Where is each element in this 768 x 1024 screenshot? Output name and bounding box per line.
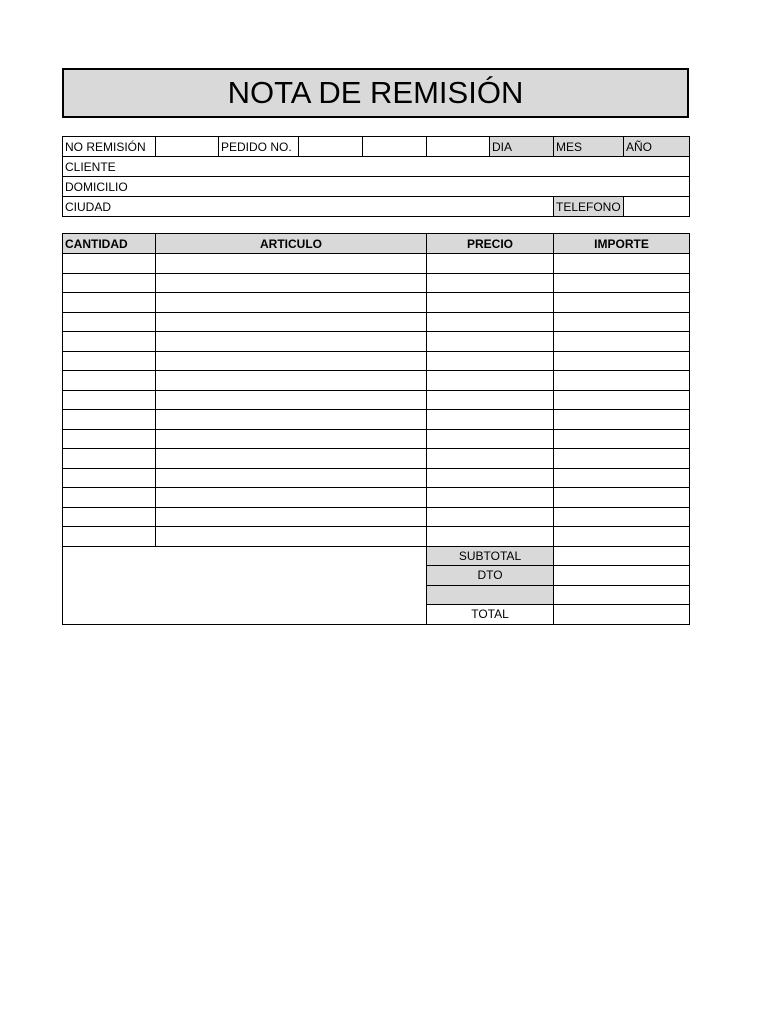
- column-header-importe: IMPORTE: [554, 234, 690, 254]
- table-row: [63, 507, 690, 527]
- blank-total-field[interactable]: [554, 585, 690, 605]
- cell-cantidad[interactable]: [63, 332, 156, 352]
- domicilio-label: DOMICILIO: [63, 177, 690, 197]
- cell-importe[interactable]: [554, 468, 690, 488]
- mes-label: MES: [554, 137, 624, 157]
- table-row: [63, 293, 690, 313]
- cell-articulo[interactable]: [156, 410, 427, 430]
- table-row: [63, 488, 690, 508]
- cell-importe[interactable]: [554, 254, 690, 274]
- cell-precio[interactable]: [427, 449, 554, 469]
- table-row: [63, 254, 690, 274]
- cell-importe[interactable]: [554, 449, 690, 469]
- cell-precio[interactable]: [427, 254, 554, 274]
- subtotal-row: [63, 546, 690, 566]
- cell-cantidad[interactable]: [63, 254, 156, 274]
- table-row: [63, 371, 690, 391]
- telefono-label: TELEFONO: [554, 197, 624, 217]
- table-row: [63, 332, 690, 352]
- cell-cantidad[interactable]: [63, 312, 156, 332]
- cell-cantidad[interactable]: [63, 449, 156, 469]
- header-info-table: [62, 136, 690, 217]
- cell-precio[interactable]: [427, 468, 554, 488]
- cell-cantidad[interactable]: [63, 527, 156, 547]
- cell-articulo[interactable]: [156, 351, 427, 371]
- cell-cantidad[interactable]: [63, 507, 156, 527]
- blank-total-label: [427, 585, 554, 605]
- cell-importe[interactable]: [554, 507, 690, 527]
- cell-importe[interactable]: [554, 332, 690, 352]
- cell-cantidad[interactable]: [63, 429, 156, 449]
- total-label: TOTAL: [427, 605, 554, 625]
- no-remision-field[interactable]: [156, 137, 219, 157]
- cell-importe[interactable]: [554, 390, 690, 410]
- cell-cantidad[interactable]: [63, 468, 156, 488]
- cell-precio[interactable]: [427, 410, 554, 430]
- info-row-1: [63, 137, 690, 157]
- cell-articulo[interactable]: [156, 371, 427, 391]
- cell-precio[interactable]: [427, 429, 554, 449]
- cell-precio[interactable]: [427, 527, 554, 547]
- table-row: [63, 449, 690, 469]
- info-row-ciudad: [63, 197, 690, 217]
- column-header-precio: PRECIO: [427, 234, 554, 254]
- cell-articulo[interactable]: [156, 488, 427, 508]
- cell-articulo[interactable]: [156, 312, 427, 332]
- pedido-no-label: PEDIDO NO.: [219, 137, 299, 157]
- cell-articulo[interactable]: [156, 273, 427, 293]
- dto-label: DTO: [427, 566, 554, 586]
- no-remision-label: NO REMISIÓN: [63, 137, 156, 157]
- cell-precio[interactable]: [427, 390, 554, 410]
- table-row: [63, 390, 690, 410]
- items-body: [63, 254, 690, 547]
- cell-importe[interactable]: [554, 351, 690, 371]
- cell-articulo[interactable]: [156, 254, 427, 274]
- cell-precio[interactable]: [427, 507, 554, 527]
- cell-cantidad[interactable]: [63, 293, 156, 313]
- cell-cantidad[interactable]: [63, 410, 156, 430]
- table-row: [63, 410, 690, 430]
- document-title: NOTA DE REMISIÓN: [62, 68, 689, 118]
- cell-articulo[interactable]: [156, 468, 427, 488]
- cell-cantidad[interactable]: [63, 488, 156, 508]
- cell-articulo[interactable]: [156, 507, 427, 527]
- cell-importe[interactable]: [554, 273, 690, 293]
- cell-cantidad[interactable]: [63, 351, 156, 371]
- cell-precio[interactable]: [427, 488, 554, 508]
- subtotal-label: SUBTOTAL: [427, 546, 554, 566]
- cell-importe[interactable]: [554, 312, 690, 332]
- dto-field[interactable]: [554, 566, 690, 586]
- cell-articulo[interactable]: [156, 429, 427, 449]
- cell-importe[interactable]: [554, 488, 690, 508]
- table-row: [63, 273, 690, 293]
- info-row-domicilio: [63, 177, 690, 197]
- cell-importe[interactable]: [554, 293, 690, 313]
- cell-importe[interactable]: [554, 527, 690, 547]
- column-header-cantidad: CANTIDAD: [63, 234, 156, 254]
- cell-precio[interactable]: [427, 371, 554, 391]
- cell-cantidad[interactable]: [63, 273, 156, 293]
- ciudad-label: CIUDAD: [63, 197, 554, 217]
- dia-label: DIA: [490, 137, 554, 157]
- cell-precio[interactable]: [427, 351, 554, 371]
- cell-articulo[interactable]: [156, 390, 427, 410]
- pedido-no-field[interactable]: [299, 137, 363, 157]
- cell-cantidad[interactable]: [63, 390, 156, 410]
- cell-importe[interactable]: [554, 410, 690, 430]
- cell-precio[interactable]: [427, 273, 554, 293]
- table-row: [63, 312, 690, 332]
- notes-area[interactable]: [63, 546, 427, 624]
- pedido-no-field-3[interactable]: [427, 137, 490, 157]
- cell-importe[interactable]: [554, 371, 690, 391]
- info-row-cliente: [63, 157, 690, 177]
- anio-label: AÑO: [624, 137, 690, 157]
- table-row: [63, 527, 690, 547]
- cell-precio[interactable]: [427, 312, 554, 332]
- cell-articulo[interactable]: [156, 449, 427, 469]
- cell-articulo[interactable]: [156, 293, 427, 313]
- table-row: [63, 468, 690, 488]
- subtotal-field[interactable]: [554, 546, 690, 566]
- telefono-field[interactable]: [624, 197, 690, 217]
- cell-cantidad[interactable]: [63, 371, 156, 391]
- cell-precio[interactable]: [427, 332, 554, 352]
- totals-section: [63, 546, 690, 624]
- cliente-label: CLIENTE: [63, 157, 690, 177]
- column-header-articulo: ARTICULO: [156, 234, 427, 254]
- items-header-row: [63, 234, 690, 254]
- cell-articulo[interactable]: [156, 332, 427, 352]
- cell-precio[interactable]: [427, 293, 554, 313]
- table-row: [63, 351, 690, 371]
- items-table: [62, 233, 690, 625]
- total-field[interactable]: [554, 605, 690, 625]
- table-row: [63, 429, 690, 449]
- cell-articulo[interactable]: [156, 527, 427, 547]
- pedido-no-field-2[interactable]: [363, 137, 427, 157]
- cell-importe[interactable]: [554, 429, 690, 449]
